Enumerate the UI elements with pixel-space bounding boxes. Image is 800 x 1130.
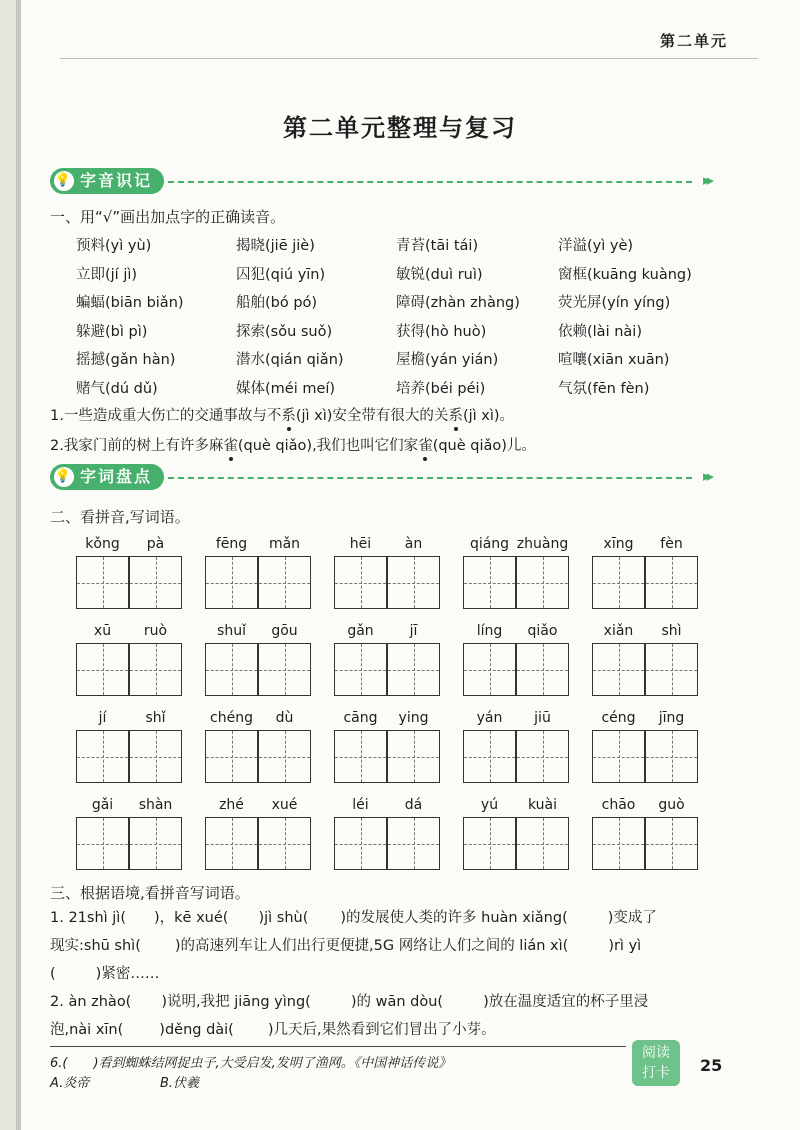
page-binding-edge — [0, 0, 16, 1130]
dotted-char: 雀 — [418, 434, 433, 455]
pronunciation-item[interactable]: 媒体(méi meí) — [236, 380, 336, 397]
pronunciation-item[interactable]: 预料(yì yù) — [76, 238, 152, 254]
pronunciation-item[interactable]: 依赖(lài nài) — [558, 323, 642, 340]
dotted-char: 系 — [448, 404, 463, 425]
pinyin-syllable: cāng — [343, 710, 378, 726]
tianzige-box[interactable] — [516, 817, 569, 870]
pronunciation-row — [76, 348, 726, 372]
tianzige-box[interactable] — [592, 643, 645, 696]
pinyin-label — [76, 536, 183, 554]
pinyin-label — [205, 710, 312, 728]
tianzige-box[interactable] — [129, 817, 182, 870]
pronunciation-item[interactable]: 培养(béi péi) — [396, 380, 486, 397]
pinyin-syllable: jiū — [534, 710, 551, 726]
section-header-pronunciation — [50, 168, 710, 196]
pinyin-label — [334, 710, 441, 728]
section-title: 字词盘点 — [80, 467, 153, 486]
pinyin-syllable: shì — [661, 623, 682, 639]
tianzige-box[interactable] — [258, 643, 311, 696]
pronunciation-item[interactable]: 气氛(fēn fèn) — [558, 380, 650, 397]
pinyin-syllable: chéng — [210, 710, 253, 726]
pronunciation-item[interactable]: 揭晓(jiē jiè) — [236, 238, 315, 254]
tianzige-box[interactable] — [645, 730, 698, 783]
badge-line-1: 阅读 — [642, 1045, 670, 1061]
q3-p1-line1: 1. 21shì jì( )，kē xué( )jì shù( )的发展使人类的许多 huàn xiǎng( )变成了 — [50, 910, 657, 926]
q1-instruction: 一、用“√”画出加点字的正确读音。 — [50, 208, 286, 226]
pronunciation-item[interactable]: 赌气(dú dǔ) — [76, 380, 158, 397]
pronunciation-item[interactable]: 蝙蝠(biān biǎn) — [76, 295, 184, 311]
pronunciation-row — [76, 377, 726, 401]
pronunciation-item[interactable]: 青苔(tāi tái) — [396, 238, 479, 254]
pinyin-label — [592, 536, 699, 554]
pinyin-label — [463, 710, 570, 728]
tianzige-box[interactable] — [258, 556, 311, 609]
pinyin-label — [205, 536, 312, 554]
pinyin-syllable: gǎi — [91, 797, 114, 813]
pinyin-label — [205, 797, 312, 815]
q1-sentence-1: 1.一些造成重大伤亡的交通事故与不系(jì xì)安全带有很大的关系(jì xì)。 — [50, 404, 514, 425]
pronunciation-row — [76, 320, 726, 344]
pronunciation-row — [76, 291, 726, 315]
page-number: 25 — [700, 1056, 723, 1075]
pronunciation-item[interactable]: 探索(sǒu suǒ) — [236, 323, 333, 340]
pinyin-syllable: mǎn — [268, 536, 301, 552]
pronunciation-row — [76, 234, 726, 258]
pinyin-syllable: jīng — [658, 710, 685, 726]
section-header-vocabulary — [50, 464, 710, 492]
pinyin-label — [463, 797, 570, 815]
pronunciation-item[interactable]: 屋檐(yán yián) — [396, 352, 499, 368]
pronunciation-item[interactable]: 躲避(bì pì) — [76, 323, 148, 340]
tianzige-box[interactable] — [463, 556, 516, 609]
q3-p1-line2: 现实:shū shì( )的高速列车让人们出行更便捷,5G 网络让人们之间的 lián xì( )rì yì — [50, 938, 642, 954]
pinyin-syllable: àn — [404, 536, 423, 552]
tianzige-box[interactable] — [334, 817, 387, 870]
tianzige-box[interactable] — [387, 817, 440, 870]
tianzige-box[interactable] — [516, 643, 569, 696]
header-divider — [60, 58, 758, 59]
tianzige-box[interactable] — [76, 730, 129, 783]
tianzige-box[interactable] — [387, 556, 440, 609]
pinyin-syllable: líng — [476, 623, 503, 639]
lightbulb-icon: 💡 — [54, 467, 74, 487]
pinyin-syllable: fēng — [215, 536, 248, 552]
section-title: 字音识记 — [80, 171, 153, 190]
pinyin-syllable: chāo — [601, 797, 636, 813]
pinyin-syllable: kǒng — [85, 536, 120, 552]
pinyin-syllable: shuǐ — [217, 623, 246, 639]
tianzige-box[interactable] — [463, 730, 516, 783]
pronunciation-item[interactable]: 障碍(zhàn zhàng) — [396, 295, 520, 311]
pinyin-syllable: xū — [93, 623, 112, 639]
tianzige-box[interactable] — [387, 730, 440, 783]
pinyin-syllable: zhé — [219, 797, 244, 813]
footer-divider — [50, 1046, 626, 1047]
tianzige-box[interactable] — [205, 643, 258, 696]
pinyin-syllable: hēi — [349, 536, 372, 552]
pronunciation-row — [76, 263, 726, 287]
pinyin-syllable: qiáng — [469, 536, 510, 552]
q3-p1-line3: ( )紧密…… — [50, 966, 160, 982]
pinyin-syllable: xīng — [603, 536, 634, 552]
pinyin-syllable: xiǎn — [603, 623, 634, 639]
tianzige-box[interactable] — [645, 643, 698, 696]
q3-instruction: 三、根据语境,看拼音写词语。 — [50, 884, 250, 902]
pinyin-syllable: jí — [98, 710, 107, 726]
pronunciation-item[interactable]: 荧光屏(yín yíng) — [558, 295, 671, 311]
pinyin-syllable: xué — [271, 797, 298, 813]
tianzige-box[interactable] — [205, 817, 258, 870]
pronunciation-item[interactable]: 摇撼(gǎn hàn) — [76, 352, 176, 368]
pronunciation-item[interactable]: 获得(hò huò) — [396, 323, 487, 340]
q3-p2-line1: 2. àn zhào( )说明,我把 jiāng yìng( )的 wān dòu( )放在温度适宜的杯子里浸 — [50, 994, 649, 1010]
pronunciation-item[interactable]: 囚犯(qiú yīn) — [236, 266, 326, 283]
section-pill — [50, 168, 164, 194]
section-dashed-line — [168, 181, 692, 183]
q1-sentence-2: 2.我家门前的树上有许多麻雀(què qiǎo),我们也叫它们家雀(què qiǎo)儿。 — [50, 434, 536, 455]
pinyin-syllable: dá — [404, 797, 423, 813]
tianzige-box[interactable] — [334, 730, 387, 783]
q3-paragraph-1 — [50, 904, 730, 988]
pinyin-label — [592, 623, 699, 641]
pinyin-syllable: ying — [398, 710, 429, 726]
pronunciation-item[interactable]: 船舶(bó pó) — [236, 295, 318, 311]
pinyin-syllable: kuài — [527, 797, 558, 813]
tianzige-box[interactable] — [334, 556, 387, 609]
badge-line-2: 打卡 — [642, 1065, 670, 1081]
pinyin-label — [76, 710, 183, 728]
pronunciation-item[interactable]: 敏锐(duì ruì) — [396, 266, 483, 283]
lightbulb-icon: 💡 — [54, 171, 74, 191]
pinyin-label — [592, 797, 699, 815]
section-dashed-line — [168, 477, 692, 479]
reading-checkin-badge[interactable] — [632, 1040, 680, 1086]
dotted-char: 系 — [281, 404, 296, 425]
pronunciation-item[interactable]: 洋溢(yì yè) — [558, 238, 634, 254]
pinyin-syllable: yán — [476, 710, 503, 726]
unit-tag: 第二单元 — [659, 32, 728, 50]
footer-question: 6.( )看到蜘蛛结网捉虫子,大受启发,发明了渔网。《中国神话传说》 — [50, 1056, 452, 1071]
tianzige-box[interactable] — [258, 730, 311, 783]
pinyin-syllable: zhuàng — [516, 536, 569, 552]
footer-option-b: B.伏羲 — [160, 1076, 200, 1091]
pinyin-syllable: jī — [409, 623, 418, 639]
tianzige-box[interactable] — [387, 643, 440, 696]
pinyin-syllable: pà — [146, 536, 165, 552]
pinyin-label — [463, 623, 570, 641]
tianzige-box[interactable] — [516, 556, 569, 609]
pinyin-syllable: céng — [601, 710, 636, 726]
pronunciation-item[interactable]: 喧嚷(xiān xuān) — [558, 352, 670, 368]
pinyin-label — [592, 710, 699, 728]
pronunciation-item[interactable]: 潜水(qián qiǎn) — [236, 352, 344, 368]
tianzige-box[interactable] — [76, 817, 129, 870]
tianzige-box[interactable] — [334, 643, 387, 696]
section-pill — [50, 464, 164, 490]
tianzige-box[interactable] — [516, 730, 569, 783]
tianzige-box[interactable] — [76, 643, 129, 696]
q2-instruction: 二、看拼音,写词语。 — [50, 508, 190, 526]
double-arrow-icon: ▸▸ — [702, 467, 710, 485]
tianzige-box[interactable] — [592, 817, 645, 870]
tianzige-box[interactable] — [645, 817, 698, 870]
pronunciation-item[interactable]: 窗框(kuāng kuàng) — [558, 266, 692, 283]
tianzige-box[interactable] — [463, 643, 516, 696]
tianzige-box[interactable] — [76, 556, 129, 609]
tianzige-box[interactable] — [592, 730, 645, 783]
tianzige-box[interactable] — [129, 643, 182, 696]
pinyin-syllable: guò — [658, 797, 685, 813]
pinyin-syllable: fèn — [660, 536, 683, 552]
pinyin-label — [76, 623, 183, 641]
pinyin-syllable: dù — [275, 710, 294, 726]
double-arrow-icon: ▸▸ — [702, 171, 710, 189]
pinyin-label — [463, 536, 570, 554]
pinyin-syllable: ruò — [143, 623, 168, 639]
pinyin-label — [334, 623, 441, 641]
tianzige-box[interactable] — [205, 730, 258, 783]
footer-option-a: A.炎帝 — [50, 1076, 90, 1091]
tianzige-box[interactable] — [129, 730, 182, 783]
pinyin-syllable: shàn — [138, 797, 173, 813]
page-binding-shadow — [16, 0, 21, 1130]
dotted-char: 雀 — [223, 434, 238, 455]
tianzige-box[interactable] — [258, 817, 311, 870]
pinyin-label — [334, 797, 441, 815]
pinyin-syllable: shǐ — [145, 710, 166, 726]
q3-paragraph-2 — [50, 988, 730, 1044]
pinyin-syllable: gǎn — [347, 623, 374, 639]
pinyin-label — [334, 536, 441, 554]
pinyin-label — [76, 797, 183, 815]
tianzige-box[interactable] — [205, 556, 258, 609]
pinyin-syllable: qiǎo — [527, 623, 558, 639]
tianzige-box[interactable] — [463, 817, 516, 870]
tianzige-box[interactable] — [645, 556, 698, 609]
page-title: 第二单元整理与复习 — [283, 114, 517, 142]
pinyin-syllable: gōu — [271, 623, 298, 639]
q3-p2-line2: 泡,nài xīn( )děng dài( )几天后,果然看到它们冒出了小芽。 — [50, 1022, 496, 1038]
pinyin-label — [205, 623, 312, 641]
tianzige-box[interactable] — [592, 556, 645, 609]
pronunciation-item[interactable]: 立即(jí jì) — [76, 266, 138, 283]
tianzige-box[interactable] — [129, 556, 182, 609]
pinyin-syllable: yú — [480, 797, 499, 813]
pinyin-syllable: léi — [352, 797, 369, 813]
